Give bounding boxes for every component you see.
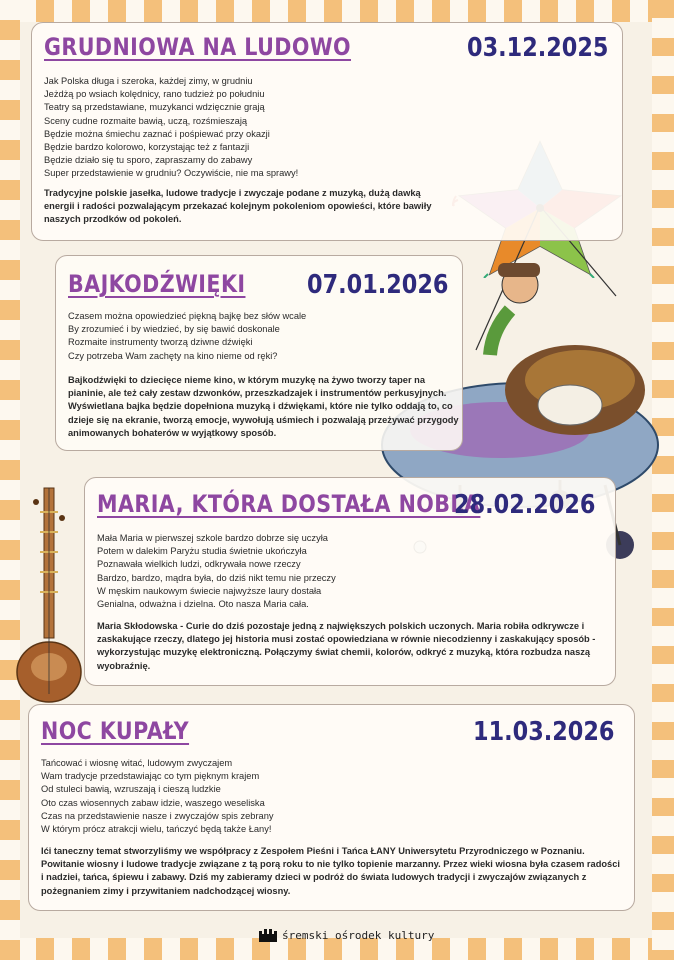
- event-date: 11.03.2026: [472, 717, 614, 747]
- poem-line: Bardzo, bardzo, mądra była, do dziś nikt temu nie przeczy: [97, 572, 336, 583]
- checkered-border-left: [0, 0, 20, 960]
- event-card-noc-kupaly: [28, 704, 635, 911]
- poem-line: Potem w dalekim Paryżu studia świetnie ukończyła: [97, 546, 307, 557]
- event-poem: [41, 757, 274, 836]
- poem-line: Będzie działo się tu sporo, zapraszamy do zabawy: [44, 155, 253, 166]
- event-card-maria: [84, 477, 616, 686]
- event-title: BAJKODŹWIĘKI: [68, 270, 246, 298]
- poem-line: Genialna, odważna i dzielna. Oto nasza Maria cała.: [97, 599, 309, 610]
- poem-line: Czasem można opowiedzieć piękną bajkę bez słów wcale: [68, 311, 307, 321]
- event-date: 03.12.2025: [466, 33, 608, 63]
- castle-icon: [258, 928, 278, 942]
- poem-line: Wam tradycje przedstawiając co tym pięknym krajem: [41, 771, 260, 782]
- poem-line: Sceny cudne rozmaite bawią, uczą, rozśmieszają: [44, 115, 248, 126]
- event-title: GRUDNIOWA NA LUDOWO: [44, 33, 352, 61]
- event-description: Bajkodźwięki to dziecięce nieme kino, w którym muzykę na żywo tworzy taper na pianinie, ale też cały zestaw dzwonków, przeszkadzajek i instrumentów perkusyjnych. Wyświetlana bajka będzie dopełniona muzyką i dźwiękami, które nie tylko oddają to, co dzieje się na ekranie, tworzą emocje, wywołują uśmiech i pozwalają przeżywać przygody animowanych bohaterów w wyjątkowy sposób.: [68, 375, 459, 438]
- poem-line: Czy potrzeba Wam zachęty na kino nieme od ręki?: [68, 350, 278, 361]
- poem-line: Będzie można śmiechu zaznać i pośpiewać przy okazji: [44, 128, 270, 139]
- event-card-grudniowa: [31, 22, 623, 241]
- poem-line: Rozmaite instrumenty tworzą dziwne dźwięki: [68, 337, 253, 348]
- poem-line: Teatry są przedstawiane, muzykanci wdzięcznie grają: [44, 102, 265, 113]
- poem-line: Jak Polska długa i szeroka, każdej zimy, w grudniu: [44, 76, 253, 86]
- poem-line: Poznawała wielkich ludzi, odkrywała nowe rzeczy: [97, 559, 301, 570]
- event-description: Tradycyjne polskie jasełka, ludowe tradycje i zwyczaje podane z muzyką, dużą dawką energii i radości pozwalającym przekazać kolejnym pokoleniom opowieści, które bawiły naszych przodków od pokoleń.: [44, 188, 432, 225]
- event-card-bajkodzwieki: [55, 255, 463, 451]
- checkered-border-top: [0, 0, 674, 22]
- event-date: 28.02.2026: [453, 490, 595, 520]
- poem-line: Czas na przedstawienie nasze i zwyczajów spis zebrany: [41, 810, 274, 821]
- poem-line: Będzie bardzo kolorowo, korzystając też z fantazji: [44, 142, 250, 153]
- poem-line: W którym prócz atrakcji wielu, tańczyć będą także Łany!: [41, 824, 272, 835]
- event-title: MARIA, KTÓRA DOSTAŁA NOBLA: [97, 490, 481, 518]
- poem-line: Od stuleci bawią, wzruszają i cieszą ludzkie: [41, 784, 221, 795]
- event-date: 07.01.2026: [306, 270, 448, 300]
- event-poem: [97, 532, 336, 611]
- sitar-illustration: [10, 482, 90, 707]
- poem-line: Tańcować i wiosnę witać, ludowym zwyczajem: [41, 758, 233, 768]
- footer-logo-text: śremski ośrodek kultury: [282, 928, 435, 942]
- poem-line: By zrozumieć i by wiedzieć, by się bawić doskonale: [68, 324, 280, 335]
- footer-logo: [258, 928, 434, 942]
- event-poem: [44, 75, 298, 181]
- poem-line: Oto czas wiosennych zabaw idzie, waszego weseliska: [41, 797, 265, 808]
- poem-line: Super przedstawienie w grudniu? Oczywiście, nie ma sprawy!: [44, 168, 299, 179]
- event-description: Ići taneczny temat stworzyliśmy we współpracy z Zespołem Pieśni i Tańca ŁANY Uniwersytetu Przyrodniczego w Poznaniu. Powitanie wiosny i ludowe tradycje związane z tą porą roku to nie tylko topienie marzanny. Przez wieki wiosna była czasem radości i nadziei, tańca, śpiewu i zabawy. Dziś my zabieramy dzieci w podróż do świata ludowych tradycji i zwyczajów związanych z pożegnaniem zimy i przywitaniem nadchodzącej wiosny.: [41, 846, 620, 896]
- poem-line: Jeżdżą po wsiach kolędnicy, rano tudzież po południu: [44, 89, 265, 100]
- event-poem: [68, 310, 306, 363]
- event-title: NOC KUPAŁY: [41, 717, 190, 745]
- poem-line: W męskim naukowym świecie najwyższe laury dostała: [97, 585, 322, 596]
- poem-line: Mała Maria w pierwszej szkole bardzo dobrze się uczyła: [97, 533, 328, 543]
- event-description: Maria Skłodowska - Curie do dziś pozostaje jedną z największych polskich uczonych. Maria robiła odkrywcze i zaskakujące rzeczy, dlatego jej historia musi zostać opowiedziana w równie niecodzienny i zaskakujący sposób - wykorzystując muzykę elektroniczną. Połączymy świat chemii, kolorów, odkryć z muzyką, która rozbudza naszą wyobraźnię.: [97, 621, 596, 671]
